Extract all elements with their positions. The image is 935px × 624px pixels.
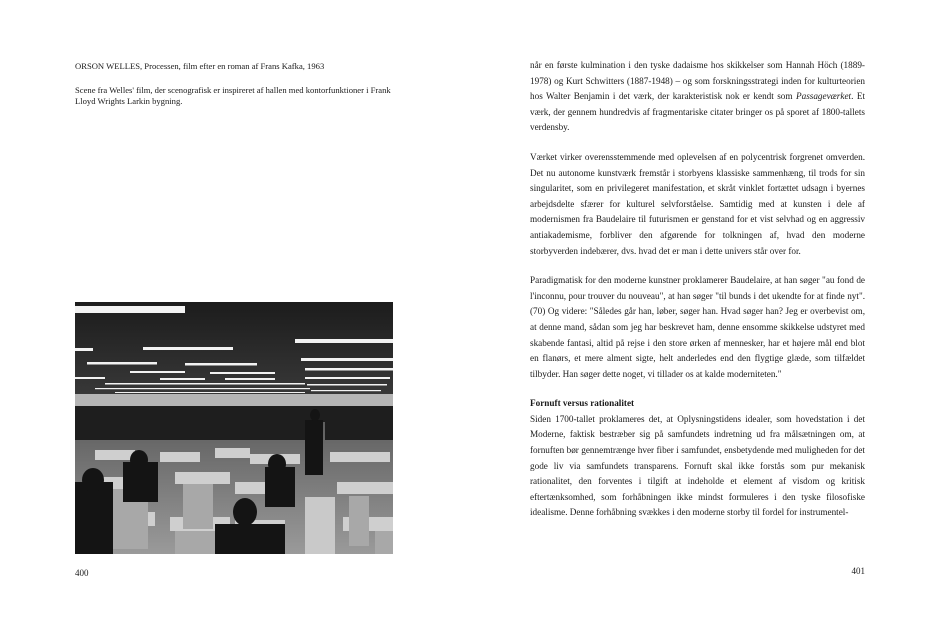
page-number-right: 401 bbox=[851, 566, 865, 576]
page-number-left: 400 bbox=[75, 567, 89, 578]
crowd bbox=[75, 406, 393, 440]
film-still-photo bbox=[75, 302, 393, 554]
body-text bbox=[530, 58, 865, 521]
paragraph-1 bbox=[530, 58, 865, 136]
paragraph-1-text-b: . Et værk, der gennem hundredvis af fragmentariske citater bringer os på sporet af 1800-tallets verdensby. bbox=[530, 91, 865, 133]
paragraph-1-text-a: når en første kulmination i den tyske dadaisme hos skikkelser som Hannah Höch (1889-1978) og Kurt Schwitters (1887-1948) – og som forskningsstrategi inden for kulturteorien hos Walter Benjamin i det værk, der karakteristisk nok er kendt som bbox=[530, 60, 865, 102]
right-page bbox=[467, 0, 935, 624]
paragraph-2: Værket virker overensstemmende med oplevelsen af en polycentrisk forgrenet omverden. Det nu autonome kunstværk fremstår i storbyens klassiske sammenhæng, til trods for sin singularitet, som en privilegeret manifestation, et skråt vinklet fortættet udsagn i byernes arbejdsdelte sfærer for kulturel selvforståelse. Samtidig med at kunsten i dele af modernismen fra Baudelaire til futurismen er genstand for et vist selvhad og en aggressiv antiakademisme, forbliver den afgørende for tolkningen af, hvad den moderne storbyverden indebærer, dvs. hvad det er man i dette univers står over for. bbox=[530, 151, 865, 256]
aisle bbox=[305, 497, 335, 554]
caption-credit: ORSON WELLES, Processen, film efter en roman af Frans Kafka, 1963 bbox=[75, 61, 325, 71]
photo-caption bbox=[75, 61, 405, 108]
section-paragraph: Siden 1700-tallet proklameres det, at Oplysningstidens idealer, som hovedstation i det Moderne, faktisk bestræber sig på samfundets indretning ud fra målsætningen om, at fornuften bør gennemtrænge hver fiber i samfundet, ensbetydende med muligheden for det gode liv via samfundets transparens. Fornuft skal ikke forstås som pur mekanisk rationalitet, den forventes i tilgift at indeholde et element af visdom og kritisk eftertænksomhed, som forhåbningen ikke mindst formuleres i den tyske filosofiske idealisme. Denne forhåbning svækkes i den moderne storby til fordel for instrumentel- bbox=[530, 413, 865, 518]
office-hall-illustration bbox=[75, 302, 393, 554]
left-page bbox=[0, 0, 467, 624]
caption-description: Scene fra Welles' film, der scenografisk er inspireret af hallen med kontorfunktioner i Frank Lloyd Wrights Larkin bygning. bbox=[75, 84, 391, 106]
work-title: Passageværket bbox=[795, 91, 852, 102]
paragraph-3: Paradigmatisk for den moderne kunstner proklamerer Baudelaire, at han søger "au fond de l'inconnu, pour trouver du nouveau", at han søger "til bunds i det ukendte for at finde nyt". (70) Og videre: "Således går han, løber, søger han. Hvad søger han? Jeg er overbevist om, at denne mand, sådan som jeg har beskrevet ham, denne ensomme skikkelse udstyret med skabende fantasi, altid på rejse i den store ørken af mennesker, har et højere mål end blot en flanørs, et mere alment sigte, helt anderledes end den flygtige glæde, som tilfældet tilbyder. Han søger dette noget, vi tillader os at kalde moderniteten." bbox=[530, 275, 865, 379]
section-heading: Fornuft versus rationalitet bbox=[530, 398, 635, 409]
